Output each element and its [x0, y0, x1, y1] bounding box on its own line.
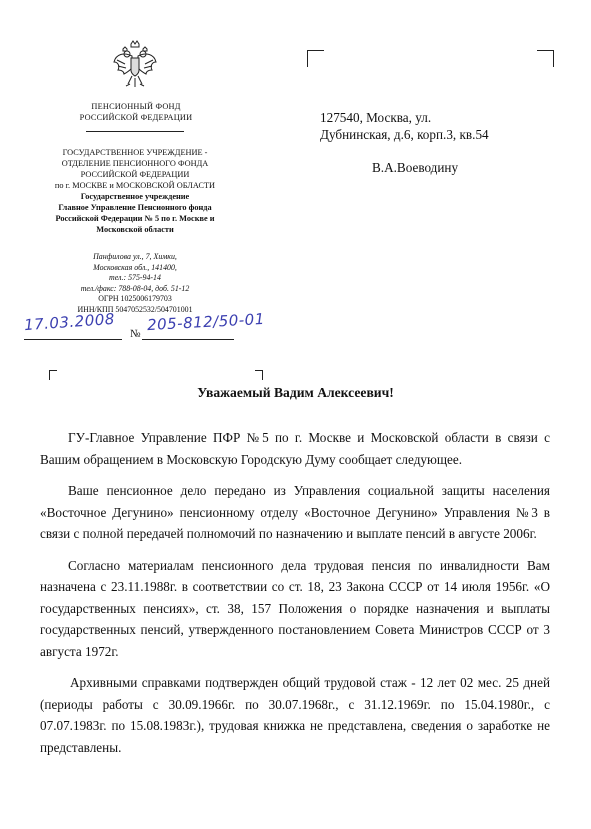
contact-line: Московская обл., 141400, [93, 262, 177, 272]
number-underline [142, 339, 234, 340]
divider [86, 131, 184, 132]
subject-corner-mark [49, 370, 57, 380]
subject-corner-mark [255, 370, 263, 380]
paragraph: Ваше пенсионное дело передано из Управления социальной защиты населения «Восточное Дегунино» пенсионному отделу «Восточное Дегунино» Управления №3 в связи с полной передачей полномочий по назначению и выплате пенсий в августе 2006г. [40, 483, 550, 541]
org-bold-line: Государственное учреждение [80, 192, 190, 201]
fund-title [60, 101, 212, 123]
paragraph: Архивными справками подтвержден общий трудовой стаж - 12 лет 02 мес. 25 дней (периоды работы с 30.09.1966г. по 30.07.1968г., с 31.12.1969г. по 15.04.1980г., с 07.07.1983г. по 15.08.1983г.), трудовая книжка не представлена, сведения о заработке не представлены. [40, 675, 550, 755]
date-underline [24, 339, 122, 340]
paragraph: Согласно материалам пенсионного дела трудовая пенсия по инвалидности Вам назначена с 23.11.1988г. в соответствии со ст. 18, 23 Закона СССР от 14 июля 1956г. «О государственных пенсиях», ст. 38, 157 Положения о порядке назначения и выплаты государственных пенсий, утвержденного постановлением Совета Министров СССР от 3 августа 1972г. [40, 557, 550, 659]
fund-title-line: ПЕНСИОННЫЙ ФОНД [91, 102, 181, 111]
contact-line: тел.: 575-94-14 [109, 273, 161, 283]
letter-body [40, 427, 550, 768]
address-line: Дубнинская, д.6, корп.3, кв.54 [320, 127, 489, 142]
org-line: РОССИЙСКОЙ ФЕДЕРАЦИИ [80, 170, 190, 179]
salutation: Уважаемый Вадим Алексеевич! [197, 385, 394, 400]
recipient-name: В.А.Воеводину [372, 160, 459, 175]
paragraph: ГУ-Главное Управление ПФР №5 по г. Москве и Московской области в связи с Вашим обращением в Московскую Городскую Думу сообщает следующее. [40, 430, 550, 467]
registration-number: 205-812/50-01 [146, 309, 266, 335]
org-line: ОТДЕЛЕНИЕ ПЕНСИОННОГО ФОНДА [61, 159, 209, 168]
org-line: по г. МОСКВЕ и МОСКОВСКОЙ ОБЛАСТИ [54, 181, 216, 190]
ogrn: ОГРН 1025006179703 [98, 294, 172, 304]
org-bold-line: Российской Федерации № 5 по г. Москве и [55, 214, 215, 223]
coat-of-arms-icon [112, 40, 158, 90]
inn-kpp: ИНН/КПП 5047052532/504701001 [77, 304, 193, 314]
org-bold-line: Главное Управление Пенсионного фонда [58, 203, 212, 212]
sender-organization [40, 147, 230, 235]
address-corner-mark [307, 50, 324, 67]
contact-line: Панфилова ул., 7, Химки, [93, 252, 177, 261]
fund-title-line: РОССИЙСКОЙ ФЕДЕРАЦИИ [79, 113, 193, 122]
org-bold-line: Московской области [96, 225, 174, 234]
registration-date: 17.03.2008 [23, 309, 116, 335]
address-corner-mark [537, 50, 554, 67]
contact-line: тел./факс: 788-08-04, доб. 51-12 [80, 283, 190, 293]
sender-contacts [40, 252, 230, 316]
org-line: ГОСУДАРСТВЕННОЕ УЧРЕЖДЕНИЕ - [62, 148, 208, 157]
address-line: 127540, Москва, ул. [320, 110, 432, 125]
recipient-address [320, 109, 489, 143]
number-label: № [130, 328, 141, 340]
